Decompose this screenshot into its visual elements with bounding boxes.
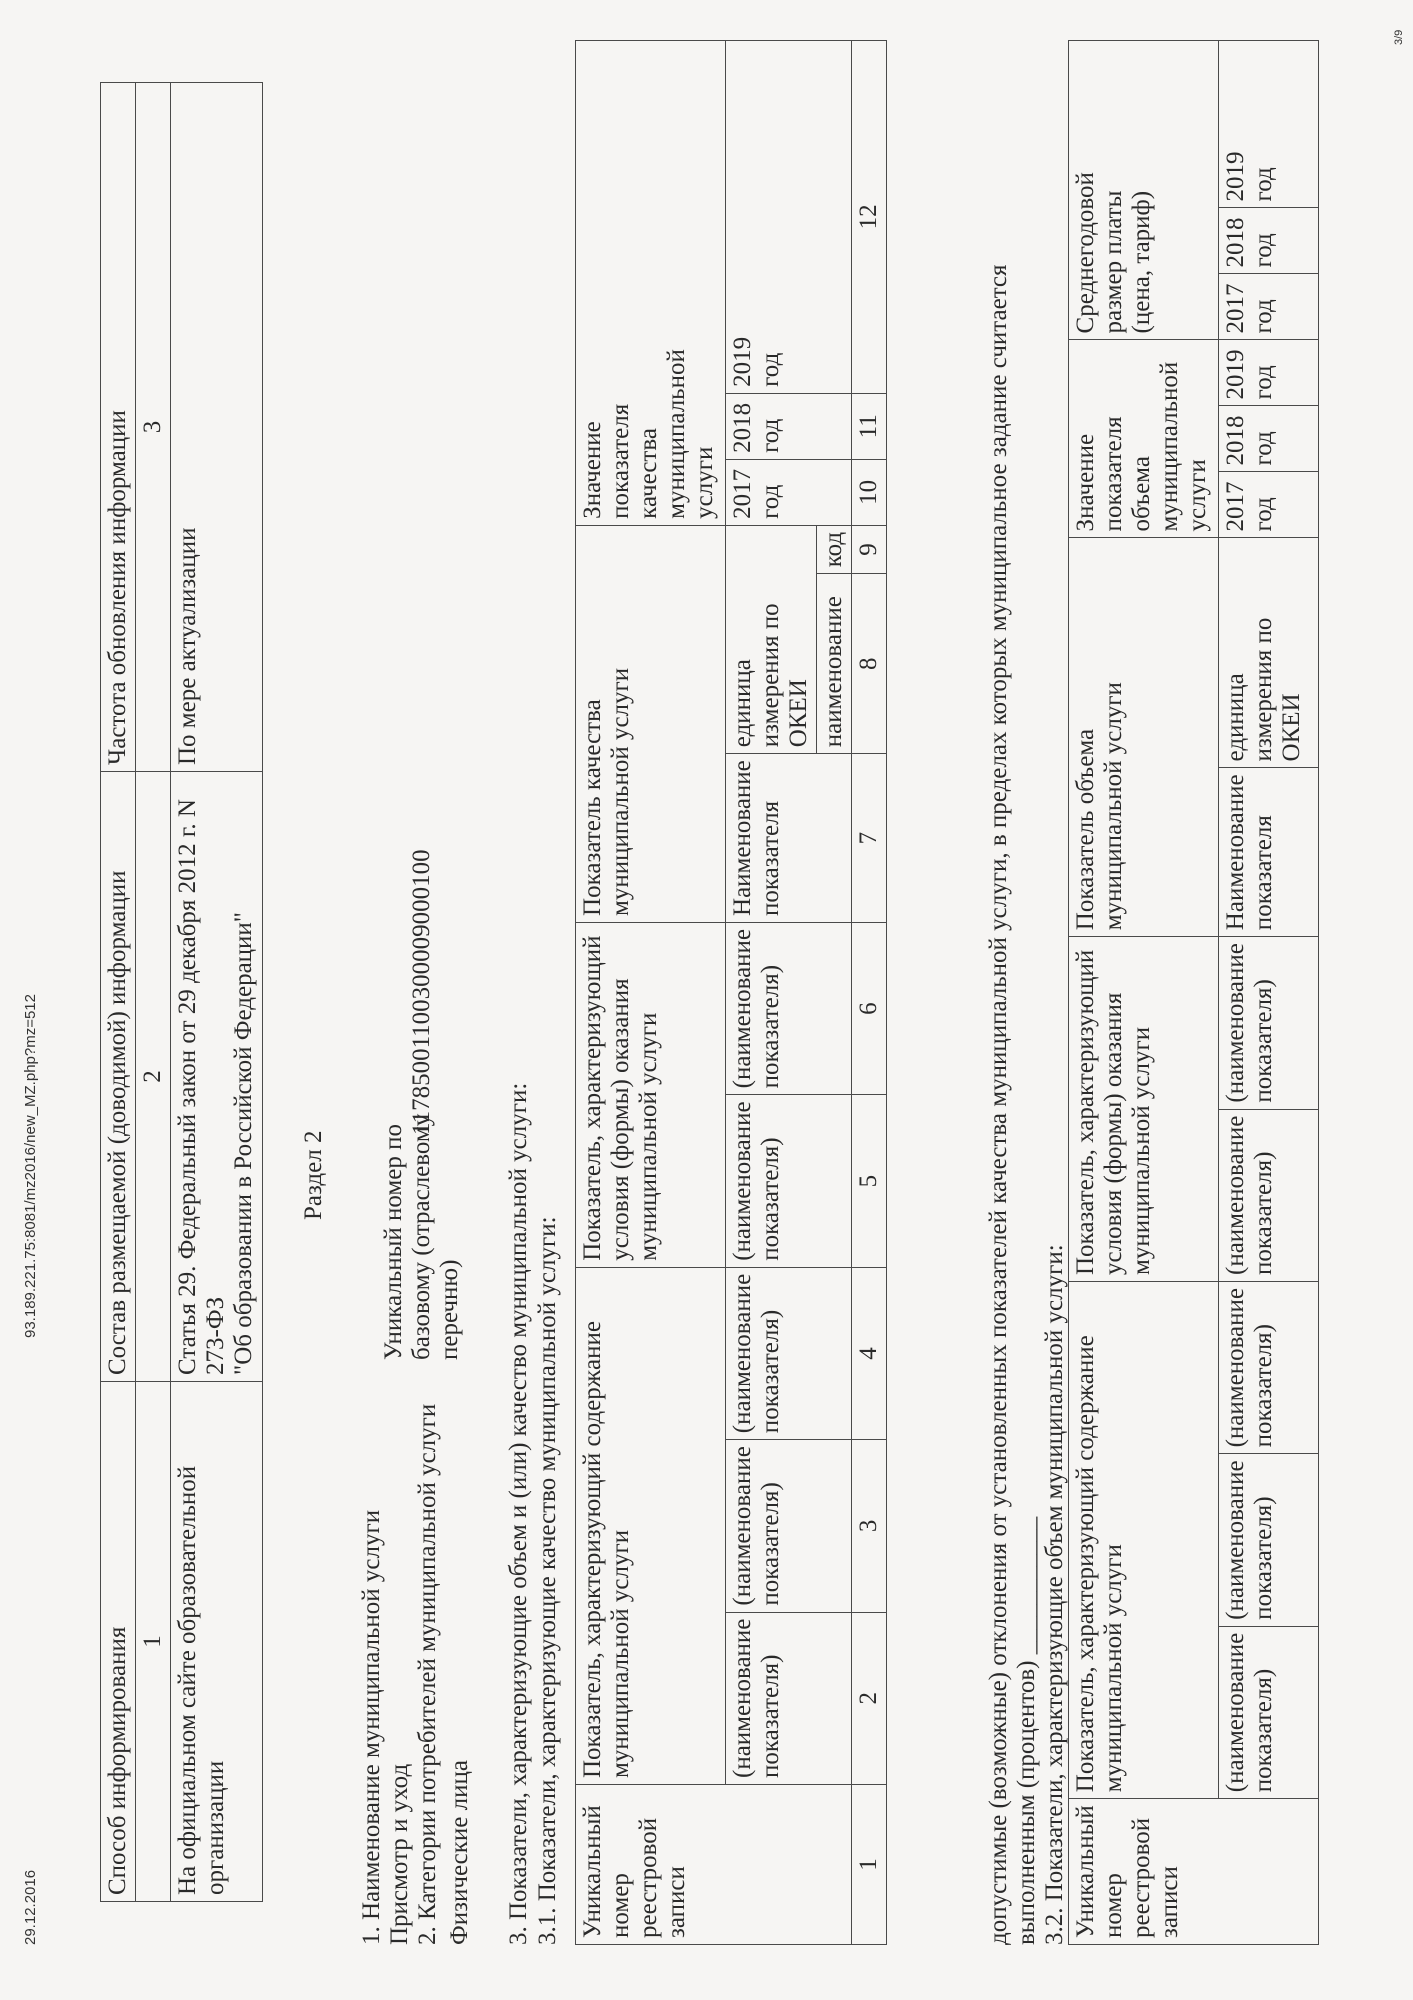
year-cell	[1219, 340, 1319, 406]
header-line: записи	[663, 1866, 690, 1938]
info-col-frequency: Частота обновления информации	[101, 83, 136, 772]
header-line: (наименование	[729, 1446, 756, 1606]
header-line: показателя)	[757, 964, 784, 1089]
year-cell	[1219, 406, 1319, 472]
volume-col-price	[1069, 41, 1219, 340]
subheader-cell	[726, 1612, 852, 1784]
header-line: реестровой	[1128, 1817, 1155, 1938]
header-line: единица	[1222, 673, 1249, 762]
header-line: номер	[1100, 1873, 1127, 1938]
header-line: показателя)	[757, 1309, 784, 1434]
quality-col-value	[576, 41, 726, 526]
header-line: Наименование	[1222, 774, 1249, 931]
unit-name-header: наименование	[817, 574, 852, 754]
header-line: год	[757, 418, 784, 453]
header-line: Показатель, характеризующий содержание	[579, 1321, 606, 1778]
header-line: размер платы	[1100, 190, 1127, 334]
year-cell	[726, 459, 852, 525]
unique-code-block	[380, 849, 464, 1360]
year-cell	[1219, 472, 1319, 538]
consumers-label: 2. Категории потребителей муниципальной услуги	[414, 1403, 441, 1945]
header-line: 2018	[729, 402, 756, 453]
header-line: (наименование	[729, 928, 756, 1089]
info-frequency-value: По мере актуализации	[171, 83, 263, 772]
col-number: 5	[852, 1095, 887, 1267]
header-line: (наименование	[1222, 1460, 1249, 1620]
table-row	[1219, 41, 1319, 1945]
year-cell	[1219, 274, 1319, 340]
col-number: 3	[136, 83, 171, 772]
unique-code-label: перечню)	[436, 1259, 463, 1360]
subheader-cell	[726, 525, 817, 753]
header-line: Показатель качества	[579, 699, 606, 916]
info-col-method: Способ информирования	[101, 1382, 136, 1902]
header-line: показателя	[1100, 416, 1127, 532]
year-cell	[726, 393, 852, 459]
volume-col-unique	[1069, 1799, 1319, 1945]
consumers-value: Физические лица	[446, 1760, 473, 1945]
subheader-cell	[1219, 1282, 1319, 1454]
header-line: показателя)	[1250, 1668, 1277, 1793]
header-line: показателя)	[757, 1137, 784, 1261]
header-line: услуги	[691, 446, 718, 519]
header-line: 2017	[1222, 283, 1249, 334]
header-line: объема	[1128, 456, 1155, 532]
quality-col-unique	[576, 1785, 852, 1945]
unique-code-label: базовому (отраслевому	[408, 1113, 435, 1360]
header-line: показателя)	[757, 1482, 784, 1606]
table-row	[136, 83, 171, 1902]
header-line: 2018	[1222, 415, 1249, 466]
header-line: ОКЕИ	[1278, 693, 1305, 762]
header-line: показателя	[757, 800, 784, 916]
header-line: год	[1250, 233, 1277, 268]
header-line: показателя	[1250, 815, 1277, 931]
subheader-cell	[1219, 1109, 1319, 1281]
volume-col-content	[1069, 1282, 1219, 1799]
unique-code-value: 11785001100300009000100	[408, 849, 435, 1135]
info-content-line: Статья 29. Федеральный закон от 29 декабря 2012 г. N 273-ФЗ	[174, 799, 229, 1375]
subheader-cell	[1219, 1626, 1319, 1798]
header-line: (наименование	[729, 1101, 756, 1261]
header-line: показателя)	[1250, 979, 1277, 1103]
header-line: муниципальной услуги	[607, 667, 634, 916]
header-line: качества	[635, 428, 662, 519]
header-line: Значение	[1072, 433, 1099, 532]
table-row	[171, 83, 263, 1902]
deviation-text: выполненным (процентов) ___________	[1013, 1516, 1040, 1945]
col-number: 7	[852, 754, 887, 923]
header-line: единица	[729, 659, 756, 748]
subheader-cell	[1219, 1454, 1319, 1626]
table-row	[852, 41, 887, 1945]
section-3-1-heading: 3.1. Показатели, характеризующие качество муниципальной услуги:	[534, 1216, 561, 1945]
header-line: условия (формы) оказания	[1100, 992, 1127, 1275]
header-line: 2017	[729, 468, 756, 519]
subheader-cell	[726, 1095, 852, 1267]
header-line: показателя)	[757, 1654, 784, 1778]
header-line: Показатель, характеризующий	[579, 935, 606, 1261]
header-line: Среднегодовой	[1072, 172, 1099, 334]
header-line: (наименование	[729, 1618, 756, 1778]
header-line: год	[1250, 497, 1277, 532]
header-line: муниципальной	[1156, 361, 1183, 532]
header-line: Уникальный	[579, 1805, 606, 1938]
subheader-cell	[726, 922, 852, 1094]
header-line: Показатель, характеризующий содержание	[1072, 1335, 1099, 1793]
subheader-cell	[1219, 538, 1319, 768]
subheader-cell	[726, 754, 852, 923]
header-line: номер реестровой	[607, 1817, 662, 1938]
header-line: муниципальной услуги	[1100, 682, 1127, 931]
col-number: 9	[852, 525, 887, 573]
header-line: год	[1250, 365, 1277, 400]
header-line: 2019	[1222, 151, 1249, 202]
header-line: измерения по	[757, 603, 784, 748]
col-number: 4	[852, 1267, 887, 1439]
volume-col-value	[1069, 340, 1219, 538]
col-number: 1	[136, 1382, 171, 1902]
header-line: измерения по	[1250, 617, 1277, 762]
col-number: 11	[852, 393, 887, 459]
table-row	[101, 83, 136, 1902]
info-content-line: "Об образовании в Российской Федерации"	[230, 911, 257, 1375]
year-cell	[726, 41, 852, 394]
info-table	[100, 82, 263, 1902]
header-line: Показатель, характеризующий	[1072, 949, 1099, 1275]
year-cell	[1219, 41, 1319, 208]
quality-col-content	[576, 1267, 726, 1784]
header-line: услуги	[1184, 459, 1211, 532]
table-row	[1069, 41, 1219, 1945]
section-3-heading: 3. Показатели, характеризующие объем и (или) качество муниципальной услуги:	[505, 1082, 532, 1945]
header-line: год	[757, 352, 784, 387]
col-number: 8	[852, 574, 887, 754]
section-3-2-heading: 3.2. Показатели, характеризующие объем муниципальной услуги:	[1041, 1244, 1068, 1945]
header-line: записи	[1156, 1866, 1183, 1938]
col-number: 6	[852, 922, 887, 1094]
header-line: 2019	[729, 336, 756, 387]
service-name-value: Присмотр и уход	[386, 1763, 413, 1945]
header-line: показателя	[607, 403, 634, 519]
header-line: год	[1250, 167, 1277, 202]
col-number: 2	[136, 772, 171, 1382]
unit-code-header: код	[817, 525, 852, 573]
table-row	[576, 41, 726, 1945]
service-name-label: 1. Наименование муниципальной услуги	[358, 1509, 385, 1945]
col-number: 10	[852, 459, 887, 525]
info-col-content: Состав размещаемой (доводимой) информации	[101, 772, 136, 1382]
col-number: 1	[852, 1785, 887, 1945]
header-line: муниципальной услуги	[1100, 1544, 1127, 1793]
header-line: 2018	[1222, 217, 1249, 268]
header-line: муниципальной	[663, 349, 690, 519]
deviation-text: допустимые (возможные) отклонения от установленных показателей качества муниципальной услуги, в пределах которых муниципальное задание считается	[985, 264, 1012, 1945]
col-number: 12	[852, 41, 887, 394]
volume-col-indicator	[1069, 538, 1219, 937]
quality-col-conditions	[576, 922, 726, 1267]
page-number: 3/9	[1393, 29, 1405, 45]
info-content-value	[171, 772, 263, 1382]
header-line: показателя)	[1250, 1324, 1277, 1448]
header-line: ОКЕИ	[785, 679, 812, 748]
header-line: (наименование	[1222, 1115, 1249, 1275]
header-line: 2017	[1222, 481, 1249, 532]
header-line: (наименование	[1222, 1632, 1249, 1793]
quality-col-indicator	[576, 525, 726, 922]
subheader-cell	[726, 1267, 852, 1439]
header-line: Значение	[579, 421, 606, 519]
header-line: (цена, тариф)	[1128, 190, 1155, 334]
header-line: Уникальный	[1072, 1805, 1099, 1938]
subheader-cell	[726, 1440, 852, 1612]
header-line: (наименование	[1222, 943, 1249, 1103]
header-line: муниципальной услуги	[635, 1012, 662, 1261]
header-line: показателя)	[1250, 1151, 1277, 1275]
subheader-cell	[1219, 768, 1319, 937]
unique-code-label: Уникальный номер по	[380, 1124, 407, 1360]
print-url: 93.189.221.75:8081/mz2016/new_MZ.php?mz=512	[22, 994, 39, 1338]
header-line: муниципальной услуги	[1128, 1026, 1155, 1275]
header-line: условия (формы) оказания	[607, 978, 634, 1261]
year-cell	[1219, 208, 1319, 274]
quality-table	[575, 40, 887, 1945]
volume-table	[1068, 40, 1319, 1945]
header-line: муниципальной услуги	[607, 1529, 634, 1778]
col-number: 3	[852, 1440, 887, 1612]
col-number: 2	[852, 1612, 887, 1784]
volume-col-conditions	[1069, 937, 1219, 1282]
header-line: Наименование	[729, 760, 756, 916]
header-line: год	[1250, 299, 1277, 334]
section-title: Раздел 2	[300, 1130, 327, 1220]
subheader-cell	[1219, 937, 1319, 1109]
print-date: 29.12.2016	[22, 1869, 39, 1945]
header-line: год	[1250, 431, 1277, 466]
header-line: (наименование	[729, 1273, 756, 1434]
table-row	[726, 41, 817, 1945]
header-line: Показатель объема	[1072, 728, 1099, 931]
header-line: 2019	[1222, 349, 1249, 400]
header-line: показателя)	[1250, 1496, 1277, 1620]
header-line: (наименование	[1222, 1288, 1249, 1448]
header-line: год	[757, 484, 784, 519]
info-method-value: На официальном сайте образовательной организации	[171, 1382, 263, 1902]
